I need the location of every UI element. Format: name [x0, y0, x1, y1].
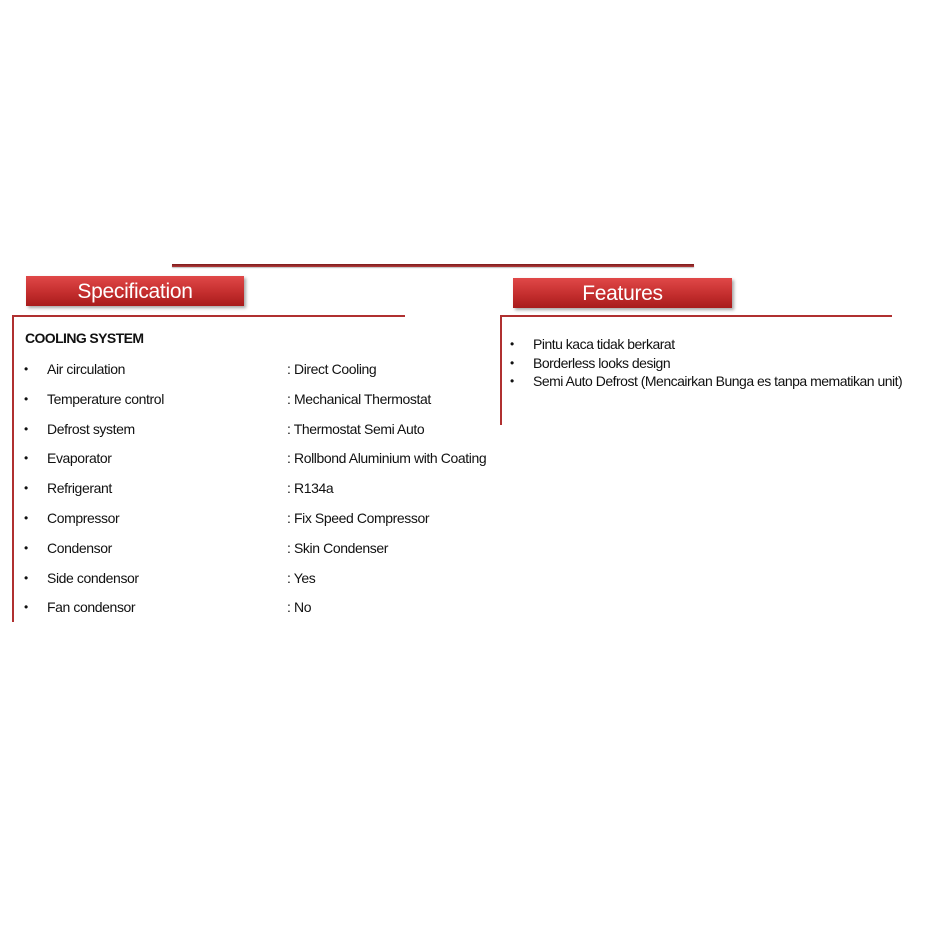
spec-value: : Rollbond Aluminium with Coating [287, 450, 487, 467]
spec-label: Defrost system [47, 420, 135, 437]
bullet-icon: • [24, 481, 28, 496]
bullet-icon: • [24, 570, 28, 585]
spec-label: Refrigerant [47, 480, 112, 497]
feature-text: Pintu kaca tidak berkarat [533, 336, 675, 352]
specification-tab: Specification [26, 276, 244, 306]
bullet-icon: • [24, 421, 28, 436]
feature-text: Borderless looks design [533, 354, 671, 371]
spec-label: Temperature control [47, 390, 164, 407]
spec-label: Condensor [47, 539, 112, 556]
bullet-icon: • [510, 337, 514, 351]
spec-label: Fan condensor [47, 599, 136, 616]
spec-label: Air circulation [47, 361, 126, 377]
bullet-icon: • [24, 540, 28, 555]
spec-label: Side condensor [47, 569, 139, 586]
features-tab: Features [513, 278, 732, 308]
spec-item-refrigerant [24, 479, 494, 509]
spec-value: : Skin Condenser [287, 539, 388, 556]
spec-label: Evaporator [47, 450, 112, 467]
section-title-cooling-system: COOLING SYSTEM [25, 330, 144, 346]
features-frame-top [502, 315, 892, 317]
specification-frame-left [12, 315, 14, 622]
features-frame-left [500, 315, 502, 425]
spec-item-side-condensor [24, 569, 494, 599]
specification-frame-top [13, 315, 405, 317]
spec-item-compressor [24, 509, 494, 539]
features-list [510, 335, 903, 391]
bullet-icon: • [24, 600, 28, 615]
spec-label: Compressor [47, 509, 120, 526]
spec-item-defrost-system [24, 420, 494, 450]
spec-value: : Direct Cooling [287, 361, 377, 377]
specification-list [24, 360, 494, 628]
bullet-icon: • [510, 374, 514, 388]
spec-item-fan-condensor [24, 598, 494, 628]
bullet-icon: • [510, 355, 514, 370]
feature-text: Semi Auto Defrost (Mencairkan Bunga es tanpa mematikan unit) [533, 373, 903, 389]
spec-item-evaporator [24, 449, 494, 479]
feature-item [510, 335, 900, 354]
bullet-icon: • [24, 362, 28, 376]
spec-value: : Yes [287, 569, 316, 586]
spec-value: : Thermostat Semi Auto [287, 420, 425, 437]
feature-item [510, 354, 900, 373]
spec-value: : R134a [287, 480, 334, 497]
spec-item-condensor [24, 539, 494, 569]
bullet-icon: • [24, 391, 28, 406]
spec-value: : No [287, 599, 312, 616]
spec-item-air-circulation [24, 360, 494, 390]
bullet-icon: • [24, 451, 28, 466]
spec-value: : Fix Speed Compressor [287, 509, 430, 526]
bullet-icon: • [24, 510, 28, 525]
spec-item-temperature-control [24, 390, 494, 420]
spec-value: : Mechanical Thermostat [287, 390, 431, 407]
feature-item [510, 372, 903, 391]
top-divider-line [172, 264, 694, 267]
